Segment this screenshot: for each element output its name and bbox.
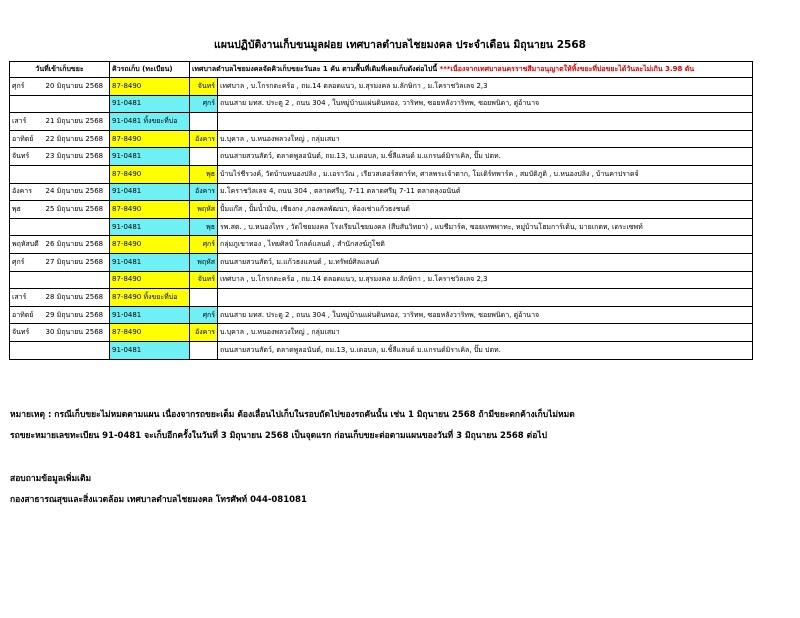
table-row bbox=[10, 95, 753, 113]
row-area-day: ศุกร์ bbox=[190, 236, 218, 254]
table-row bbox=[10, 201, 753, 219]
row-day bbox=[10, 95, 44, 113]
row-date bbox=[44, 165, 110, 183]
row-truck: 91-0481 bbox=[110, 341, 190, 359]
row-truck: 91-0481 bbox=[110, 95, 190, 113]
row-area bbox=[218, 289, 753, 307]
row-day: เสาร์ bbox=[10, 113, 44, 131]
row-date: 25 มิถุนายน 2568 bbox=[44, 201, 110, 219]
row-date bbox=[44, 271, 110, 289]
row-date: 24 มิถุนายน 2568 bbox=[44, 183, 110, 201]
row-truck: 87-8490 bbox=[110, 165, 190, 183]
row-area: ปั้มแก๊ส , ปั้มน้ำมัน, เชียงกง ,กองพลพัฒนา, ห้องเช่าแก้วธงชนต์ bbox=[218, 201, 753, 219]
row-day: จันทร์ bbox=[10, 324, 44, 342]
table-row bbox=[10, 341, 753, 359]
notes bbox=[10, 405, 575, 447]
page-title: แผนปฏิบัติงานเก็บขนมูลฝอย เทศบาลตำบลไชยมงคล ประจำเดือน มิถุนายน 2568 bbox=[214, 39, 586, 51]
header-area-note: ***เนื่องจากเทศบาลนครราชสีมาอนุญาตให้ทิ้งขยะที่บ่อขยะได้วันละไม่เกิน 3.98 ตัน bbox=[437, 65, 695, 73]
row-truck: 87-8490 ทิ้งขยะที่บ่อ bbox=[110, 289, 190, 307]
row-area-day: พุธ bbox=[190, 218, 218, 236]
row-date bbox=[44, 341, 110, 359]
row-day: อาทิตย์ bbox=[10, 306, 44, 324]
row-area: ถนนสายสวนสัตว์, ม.แก้วธงแลนด์ , ม.ทรัพย์ศิลแลนด์ bbox=[218, 253, 753, 271]
row-truck: 87-8490 bbox=[110, 78, 190, 96]
row-truck: 87-8490 bbox=[110, 236, 190, 254]
row-area-day bbox=[190, 289, 218, 307]
row-area: ถนนสาย มทส. ประตู 2 , ถนน 304 , ในหมู่บ้านแผ่นดินทอง, วาริทพ, ซอยหลังวาริทพ, ซอยพนิดา, ตู่อ้านาจ bbox=[218, 95, 753, 113]
row-day: จันทร์ bbox=[10, 148, 44, 166]
row-date: 27 มิถุนายน 2568 bbox=[44, 253, 110, 271]
row-area-day: พฤหัส bbox=[190, 201, 218, 219]
row-area-day: อังคาร bbox=[190, 324, 218, 342]
table-row bbox=[10, 253, 753, 271]
row-date: 29 มิถุนายน 2568 bbox=[44, 306, 110, 324]
table-row bbox=[10, 271, 753, 289]
row-date: 28 มิถุนายน 2568 bbox=[44, 289, 110, 307]
row-day: เสาร์ bbox=[10, 289, 44, 307]
row-area-day: พุธ bbox=[190, 165, 218, 183]
row-truck: 87-8490 bbox=[110, 130, 190, 148]
table-row bbox=[10, 289, 753, 307]
row-truck: 91-0481 bbox=[110, 253, 190, 271]
row-date: 22 มิถุนายน 2568 bbox=[44, 130, 110, 148]
table-row bbox=[10, 324, 753, 342]
row-area: บ.บุคาล , บ.หนองพลวงใหญ่ , กลุ่มเสมา bbox=[218, 324, 753, 342]
table-row bbox=[10, 113, 753, 131]
contact-line-1: สอบถามข้อมูลเพิ่มเติม bbox=[10, 474, 92, 484]
row-area: บ.บุคาล , บ.หนองพลวงใหญ่ , กลุ่มเสมา bbox=[218, 130, 753, 148]
row-area: ม.โคราชวิลเลจ 4, ถนน 304 , ตลาดศรีมุ, 7-11 ตลาดศรีมุ 7-11 ตลาดลุงอนันต์ bbox=[218, 183, 753, 201]
row-area: ถนนสายสวนสัตว์, ตลาดพูลอนันต์, ถม.13, บ.เดอบล, ม.ชิ้ลีแลนด์ ม.แกรนด์มิราเคิล, ปั๊ม ปตท. bbox=[218, 148, 753, 166]
row-area-day: อังคาร bbox=[190, 183, 218, 201]
table-row bbox=[10, 183, 753, 201]
row-date: 30 มิถุนายน 2568 bbox=[44, 324, 110, 342]
table-row bbox=[10, 236, 753, 254]
contact-line-2: กองสาธารณสุขและสิ่งแวดล้อม เทศบาลตำบลไชยมงคล โทรศัพท์ 044-081081 bbox=[10, 495, 307, 505]
row-day: ศุกร์ bbox=[10, 253, 44, 271]
row-truck: 91-0481 bbox=[110, 218, 190, 236]
row-day: ศุกร์ bbox=[10, 78, 44, 96]
row-area: กลุ่มภูเขาทอง , ไทยศิลป์ โกลด์แลนด์ , สำนักสงฆ์ภูโชติ bbox=[218, 236, 753, 254]
row-area-day: จันทร์ bbox=[190, 78, 218, 96]
row-truck: 87-8490 bbox=[110, 271, 190, 289]
row-date bbox=[44, 95, 110, 113]
row-day: อังคาร bbox=[10, 183, 44, 201]
row-area-day: ศุกร์ bbox=[190, 95, 218, 113]
row-area-day bbox=[190, 341, 218, 359]
table-row bbox=[10, 130, 753, 148]
row-area bbox=[218, 113, 753, 131]
row-area-day bbox=[190, 148, 218, 166]
row-truck: 87-8490 bbox=[110, 201, 190, 219]
header-area-text: เทศบาลตำบลไชยมงคลจัดคิวเก็บขยะวันละ 1 คัน ตามพื้นที่เดิมที่เคยเก็บดังต่อไปนี้ bbox=[192, 65, 438, 73]
row-day bbox=[10, 341, 44, 359]
table-row bbox=[10, 78, 753, 96]
row-area-day: พฤหัส bbox=[190, 253, 218, 271]
row-day: อาทิตย์ bbox=[10, 130, 44, 148]
row-truck: 91-0481 bbox=[110, 306, 190, 324]
row-date: 21 มิถุนายน 2568 bbox=[44, 113, 110, 131]
row-date: 20 มิถุนายน 2568 bbox=[44, 78, 110, 96]
row-truck: 91-0481 ทิ้งขยะที่บ่อ bbox=[110, 113, 190, 131]
table-row bbox=[10, 306, 753, 324]
row-area-day bbox=[190, 113, 218, 131]
table-row bbox=[10, 148, 753, 166]
row-day bbox=[10, 165, 44, 183]
header-area bbox=[190, 62, 753, 78]
row-area: บ้านไร่ชีรวงค์, วัดบ้านหนองปลิง , ม.เอราวัณ , เรียวสเตอร์สตาร์ท, ศาลพระเจ้าตาก, โมเดิร์ทพาร์ค , สมบัติภูติ , บ.หนองปลิง , บ้านคาปราดจ์ bbox=[218, 165, 753, 183]
table-row bbox=[10, 218, 753, 236]
row-date bbox=[44, 218, 110, 236]
schedule-table bbox=[9, 61, 753, 360]
row-truck: 91-0481 bbox=[110, 148, 190, 166]
row-area: เทศบาล , บ.โกรกตะคร้อ , ถม.14 ตลอดแนว, ม.สุรมงคล ม.ลักษิกา , ม.โคราชวิลเลจ 2,3 bbox=[218, 271, 753, 289]
row-date: 23 มิถุนายน 2568 bbox=[44, 148, 110, 166]
note-line-1: หมายเหตุ : กรณีเก็บขยะไม่หมดตามแผน เนื่องจากรถขยะเต็ม ต้องเลื่อนไปเก็บในรอบถัดไปของรถคันนั้น เช่น 1 มิถุนายน 2568 ถ้ามีขยะตกค้างเก็บไม่หมด bbox=[10, 410, 575, 420]
row-area: เทศบาล , บ.โกรกตะคร้อ , ถม.14 ตลอดแนว, ม.สุรมงคล ม.ลักษิกา , ม.โคราชวิลเลจ 2,3 bbox=[218, 78, 753, 96]
row-area-day: ศุกร์ bbox=[190, 306, 218, 324]
note-line-2: รถขยะหมายเลขทะเบียน 91-0481 จะเก็บอีกครั้งในวันที่ 3 มิถุนายน 2568 เป็นจุดแรก ก่อนเก็บขยะต่อตามแผนของวันที่ 3 มิถุนายน 2568 ต่อไป bbox=[10, 431, 547, 441]
contact-info bbox=[10, 469, 307, 511]
row-day: พฤหัสบดี bbox=[10, 236, 44, 254]
row-area-day: จันทร์ bbox=[190, 271, 218, 289]
row-area: ถนนสายสวนสัตว์, ตลาดพูลอนันต์, ถม.13, บ.เดอบล, ม.ชิ้ลีแลนด์ ม.แกรนด์มิราเคิล, ปั๊ม ปตท. bbox=[218, 341, 753, 359]
table-row bbox=[10, 165, 753, 183]
row-day: พุธ bbox=[10, 201, 44, 219]
header-date: วันที่เข้าเก็บขยะ bbox=[10, 62, 110, 78]
row-area: ถนนสาย มทส. ประตู 2 , ถนน 304 , ในหมู่บ้านแผ่นดินทอง, วาริทพ, ซอยหลังวาริทพ, ซอยพนิดา, ตู่อ้านาจ bbox=[218, 306, 753, 324]
header-truck: คิวรถเก็บ (ทะเบียน) bbox=[110, 62, 190, 78]
row-truck: 91-0481 bbox=[110, 183, 190, 201]
row-area: รพ.สต. , บ.หนองไทร , วัดไชยมงคล โรงเรียนไชยมงคล (สืบสันวิทยา) , แบชีมาร์ค, ซอยเทพพาทะ, หมู่บ้านโฮมการ์เด้น, มายเกตท, เดระเซพท์ bbox=[218, 218, 753, 236]
row-area-day: อังคาร bbox=[190, 130, 218, 148]
row-day bbox=[10, 271, 44, 289]
row-date: 26 มิถุนายน 2568 bbox=[44, 236, 110, 254]
row-day bbox=[10, 218, 44, 236]
row-truck: 87-8490 bbox=[110, 324, 190, 342]
table-header-row bbox=[10, 62, 753, 78]
